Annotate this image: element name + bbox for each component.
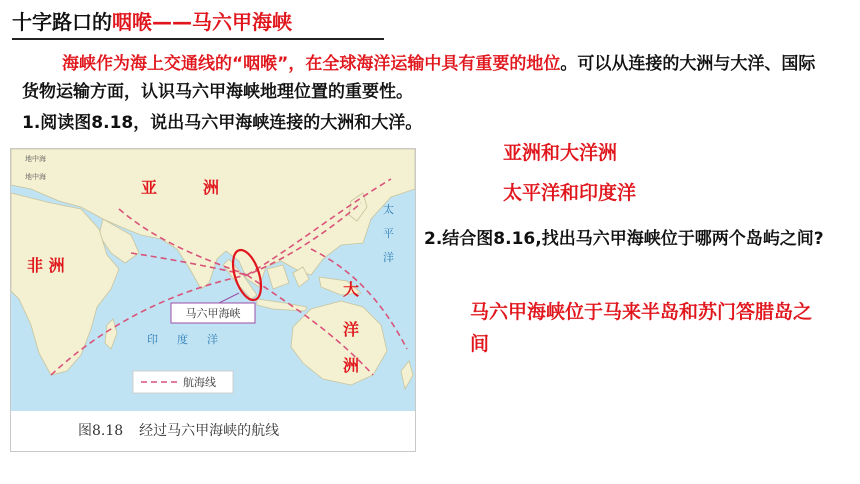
strait-callout-label: 马六甲海峡 [185, 307, 241, 320]
label-indian-1: 印 [147, 333, 158, 346]
label-asia-2: 洲 [203, 178, 220, 197]
legend-label: 航海线 [183, 376, 216, 389]
intro-rest: 。可以从连接的大洲与大洋、国际货物运输方面，认识马六甲海峡地理位置的重要性。 [22, 54, 816, 102]
answer-continents: 亚洲和大洋洲 [503, 142, 618, 164]
title-highlight: 咽喉——马六甲海峡 [112, 10, 292, 34]
label-oceania-2: 洋 [343, 320, 360, 339]
intro-highlight: 海峡作为海上交通线的“咽喉”，在全球海洋运输中具有重要的地位 [62, 54, 561, 74]
corner-label-2: 地中海 [25, 173, 46, 181]
intro-paragraph [22, 50, 832, 106]
caption-text: 经过马六甲海峡的航线 [139, 423, 280, 439]
page-title [12, 6, 292, 35]
label-oceania-3: 洲 [343, 356, 360, 375]
label-indian-3: 洋 [207, 333, 218, 346]
shipping-route-map [11, 149, 415, 451]
question-2: 2.结合图8.16,找出马六甲海峡位于哪两个岛屿之间? [424, 229, 824, 249]
title-prefix: 十字路口的 [12, 10, 112, 34]
label-asia-1: 亚 [141, 178, 158, 197]
label-pacific-1: 太 [383, 203, 394, 216]
label-pacific-2: 平 [383, 227, 394, 240]
label-pacific-3: 洋 [383, 251, 394, 264]
caption-number: 图8.18 [78, 423, 124, 439]
answer-islands: 马六甲海峡位于马来半岛和苏门答腊岛之间 [470, 301, 813, 355]
answer-oceans: 太平洋和印度洋 [503, 182, 637, 204]
map-figure [10, 148, 416, 452]
label-indian-2: 度 [177, 333, 188, 346]
map-caption [78, 420, 279, 440]
label-africa: 非 洲 [27, 256, 65, 275]
question-1: 1.阅读图8.18，说出马六甲海峡连接的大洲和大洋。 [22, 113, 423, 133]
label-oceania-1: 大 [343, 280, 360, 299]
corner-label-1: 地中海 [25, 155, 46, 163]
title-underline [12, 38, 384, 40]
